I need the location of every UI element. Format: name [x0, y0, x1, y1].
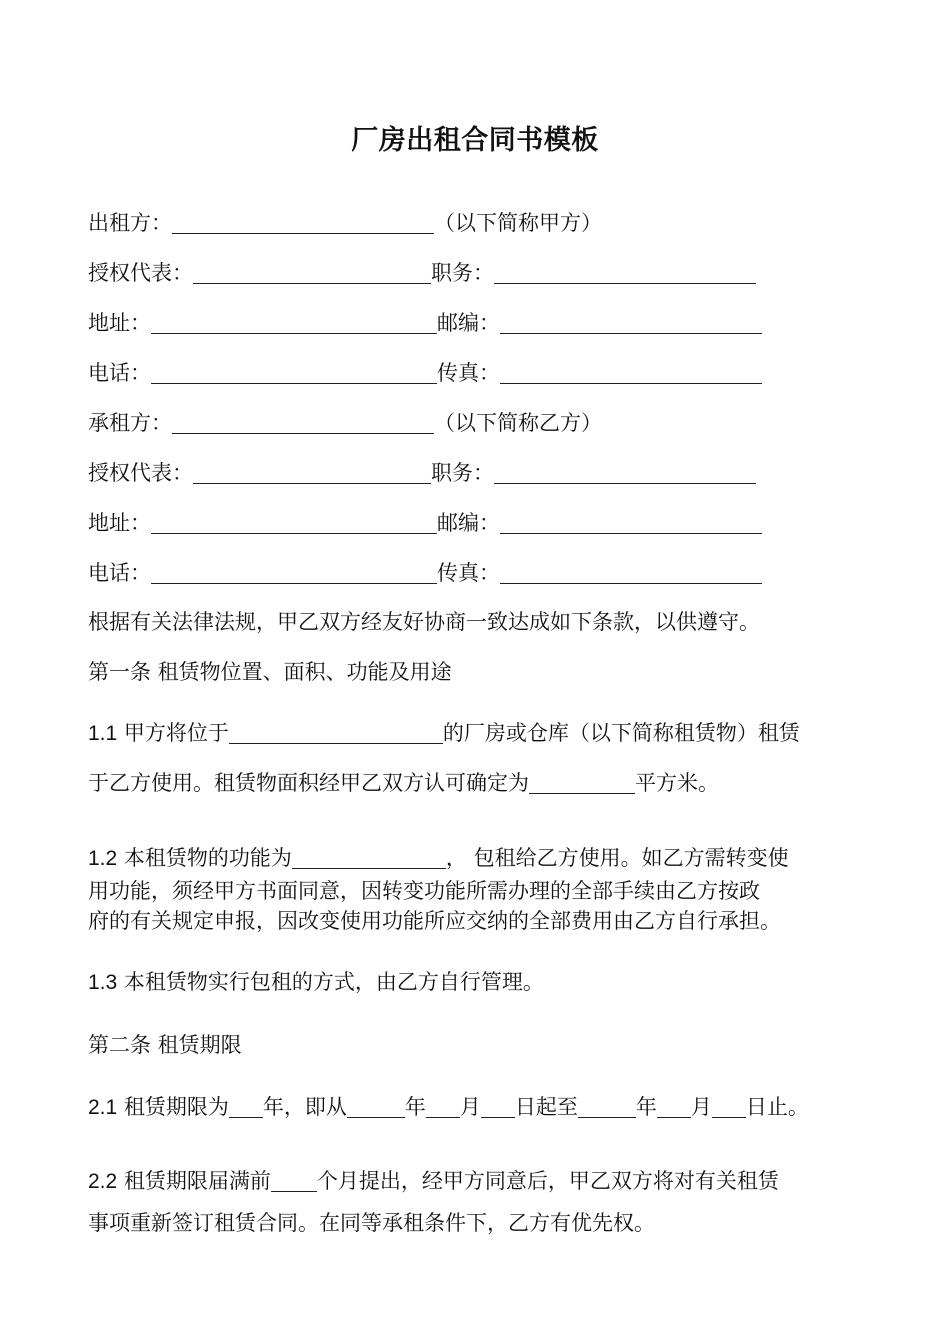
- clause-2-2-line-1: [88, 1166, 779, 1197]
- lessor-rep-line: [88, 258, 756, 288]
- clause-1-1-line-1: [88, 718, 800, 749]
- article-2-heading: 第二条 租赁期限: [88, 1033, 242, 1057]
- article-1-heading: 第一条 租赁物位置、面积、功能及用途: [88, 660, 452, 684]
- lessor-line: [88, 208, 602, 238]
- area-blank[interactable]: [529, 771, 635, 794]
- lessee-zip-blank[interactable]: [500, 511, 762, 534]
- lessee-tel-line: [88, 558, 762, 588]
- end-month-blank[interactable]: [657, 1095, 691, 1118]
- clause-number: 1.1: [88, 722, 118, 745]
- clause-number: 1.2: [88, 847, 118, 870]
- lessor-zip-blank[interactable]: [500, 311, 762, 334]
- lessor-fax-blank[interactable]: [500, 361, 762, 384]
- lessee-suffix: （以下简称乙方）: [434, 411, 602, 435]
- clause-text: 的厂房或仓库（以下简称租赁物）租赁: [442, 721, 800, 745]
- lessor-rep-label: 授权代表：: [88, 261, 193, 285]
- lessor-zip-label: 邮编：: [437, 311, 500, 335]
- term-years-blank[interactable]: [229, 1095, 263, 1118]
- end-day-blank[interactable]: [712, 1095, 746, 1118]
- clause-number: 2.2: [88, 1170, 118, 1193]
- lessor-tel-label: 电话：: [88, 361, 151, 385]
- start-month-blank[interactable]: [426, 1095, 460, 1118]
- clause-text: 年: [635, 1095, 657, 1119]
- clause-text: 租赁期限届满前: [123, 1169, 271, 1193]
- clause-text: 年: [404, 1095, 426, 1119]
- lessee-label: 承租方：: [88, 411, 172, 435]
- lessor-name-blank[interactable]: [172, 211, 434, 234]
- lessor-suffix: （以下简称甲方）: [434, 211, 602, 235]
- document-title: 厂房出租合同书模板: [351, 125, 599, 156]
- lessor-addr-line: [88, 308, 762, 338]
- lessee-addr-blank[interactable]: [151, 511, 437, 534]
- clause-2-1: [88, 1092, 809, 1123]
- clause-text: 月: [459, 1095, 481, 1119]
- start-year-blank[interactable]: [347, 1095, 405, 1118]
- lessee-fax-label: 传真：: [437, 561, 500, 585]
- clause-number: 1.3: [88, 971, 118, 994]
- end-year-blank[interactable]: [578, 1095, 636, 1118]
- lessor-title-blank[interactable]: [494, 261, 756, 284]
- lessee-line: [88, 408, 602, 438]
- lessor-fax-label: 传真：: [437, 361, 500, 385]
- clause-text: ， 包租给乙方使用。如乙方需转变使: [445, 846, 789, 870]
- lessee-rep-label: 授权代表：: [88, 461, 193, 485]
- location-blank[interactable]: [229, 721, 443, 744]
- clause-text: 年，即从: [262, 1095, 347, 1119]
- lessor-tel-blank[interactable]: [151, 361, 437, 384]
- clause-text: 甲方将位于: [123, 721, 229, 745]
- clause-text: 日起至: [514, 1095, 578, 1119]
- lessor-tel-line: [88, 358, 762, 388]
- clause-1-2-line-1: [88, 843, 789, 874]
- lessee-fax-blank[interactable]: [500, 561, 762, 584]
- clause-text: 本租赁物的功能为: [123, 846, 292, 870]
- clause-text: 于乙方使用。租赁物面积经甲乙双方认可确定为: [88, 771, 529, 795]
- lessor-title-label: 职务：: [431, 261, 494, 285]
- preamble: 根据有关法律法规，甲乙双方经友好协商一致达成如下条款，以供遵守。: [88, 610, 760, 634]
- lessor-addr-blank[interactable]: [151, 311, 437, 334]
- clause-1-2-line-3: 府的有关规定申报，因改变使用功能所应交纳的全部费用由乙方自行承担。: [88, 909, 781, 933]
- lessee-zip-label: 邮编：: [437, 511, 500, 535]
- clause-text: 个月提出，经甲方同意后，甲乙双方将对有关租赁: [316, 1169, 779, 1193]
- clause-text: 月: [690, 1095, 712, 1119]
- lessee-rep-blank[interactable]: [193, 461, 431, 484]
- lessee-title-blank[interactable]: [494, 461, 756, 484]
- lessor-rep-blank[interactable]: [193, 261, 431, 284]
- clause-text: 租赁期限为: [123, 1095, 229, 1119]
- lessor-addr-label: 地址：: [88, 311, 151, 335]
- lessee-name-blank[interactable]: [172, 411, 434, 434]
- clause-text: 日止。: [745, 1095, 809, 1119]
- lessee-title-label: 职务：: [431, 461, 494, 485]
- clause-1-3: [88, 967, 544, 998]
- function-blank[interactable]: [292, 846, 446, 869]
- clause-text: 平方米。: [635, 771, 719, 795]
- clause-1-1-line-2: [88, 768, 719, 798]
- clause-number: 2.1: [88, 1096, 118, 1119]
- lessee-tel-label: 电话：: [88, 561, 151, 585]
- lessee-tel-blank[interactable]: [151, 561, 437, 584]
- lessee-addr-line: [88, 508, 762, 538]
- lessor-label: 出租方：: [88, 211, 172, 235]
- start-day-blank[interactable]: [481, 1095, 515, 1118]
- lessee-rep-line: [88, 458, 756, 488]
- clause-text: 本租赁物实行包租的方式，由乙方自行管理。: [123, 970, 544, 994]
- clause-2-2-line-2: 事项重新签订租赁合同。在同等承租条件下，乙方有优先权。: [88, 1211, 655, 1235]
- clause-1-2-line-2: 用功能，须经甲方书面同意，因转变功能所需办理的全部手续由乙方按政: [88, 879, 760, 903]
- notice-months-blank[interactable]: [271, 1169, 317, 1192]
- lessee-addr-label: 地址：: [88, 511, 151, 535]
